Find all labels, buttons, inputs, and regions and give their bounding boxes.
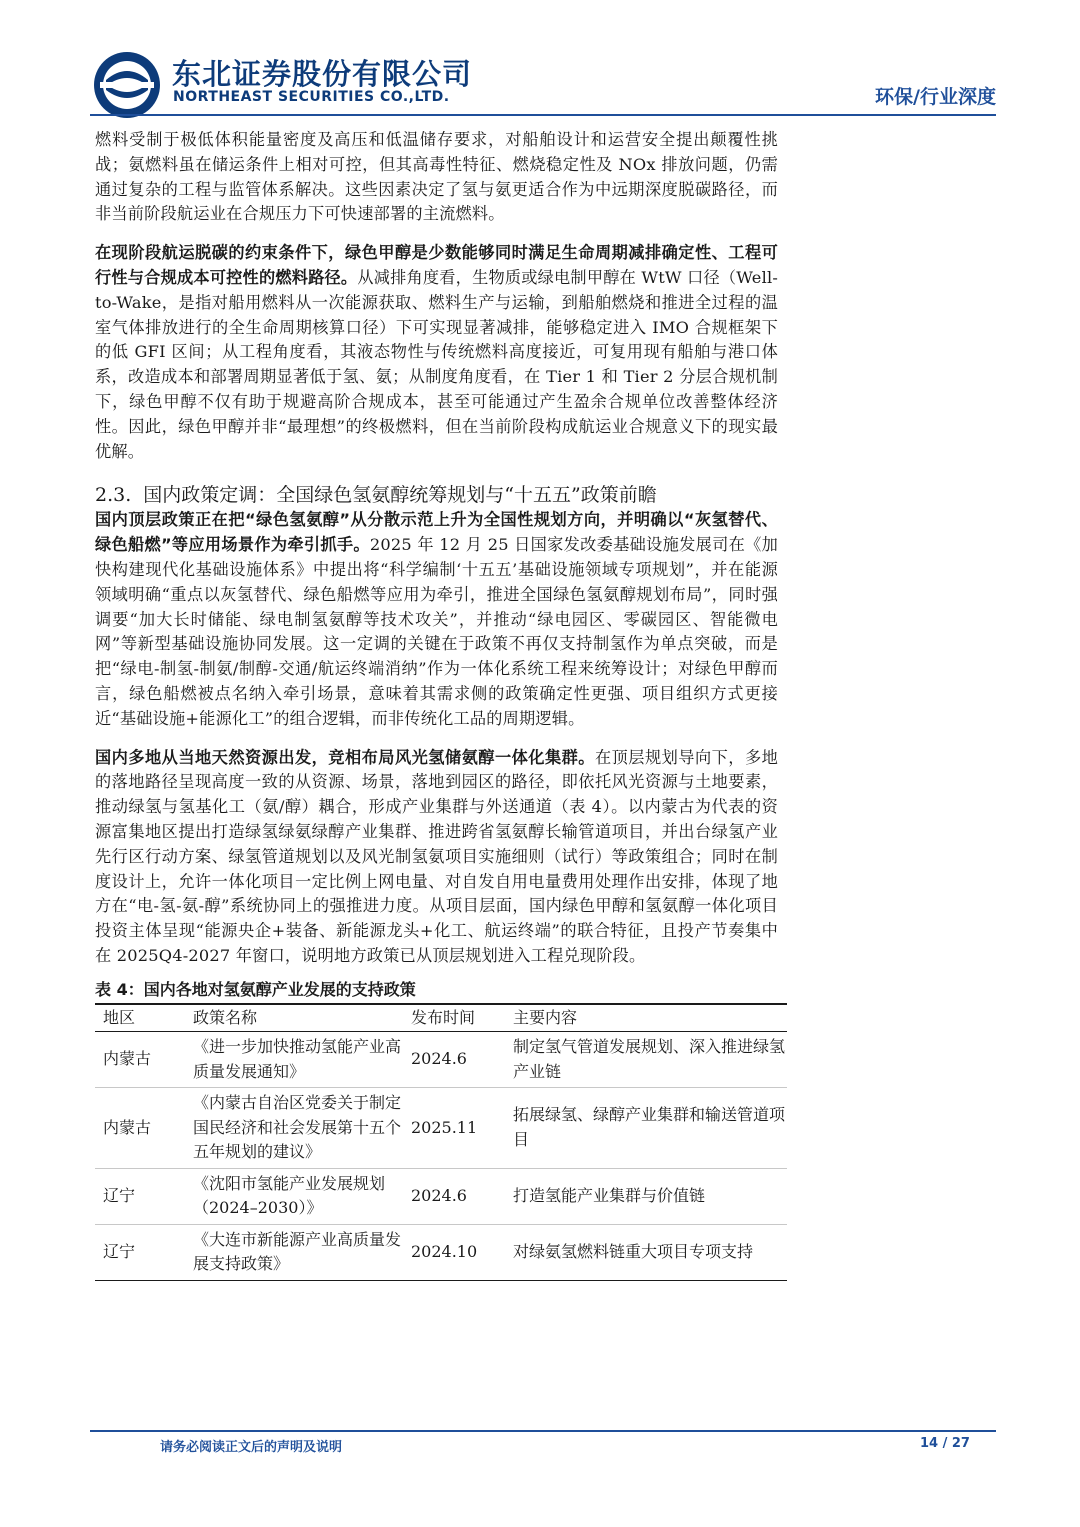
paragraph-body: 2025 年 12 月 25 日国家发改委基础设施发展司在《加快构建现代化基础设施体系》中提出将“科学编制‘十五五’基础设施领域专项规划”，并在能源领域明确“重点以灰氢替代、绿色船燃等应用为牵引，推进全国绿色氢氨醇规划布局”，同时强调要“加大长时储能、绿电制氢氨醇等技术攻关”，并推动“绿电园区、零碳园区、智能微电网”等新型基础设施协同发展。这一定调的关键在于政策不再仅支持制氢作为单点突破，而是把“绿电-制氢-制氨/制醇-交通/航运终端消纳”作为一体化系统工程来统筹设计；对绿色甲醇而言，绿色船燃被点名纳入牵引场景，意味着其需求侧的政策确定性更强、项目组织方式更接近“基础设施+能源化工”的组合逻辑，而非传统化工品的周期逻辑。 xyxy=(95,535,778,728)
table-cell-date: 2025.11 xyxy=(411,1117,478,1137)
table-title: 表 4：国内各地对氢氨醇产业发展的支持政策 xyxy=(95,979,416,999)
column-header: 政策名称 xyxy=(193,1007,258,1027)
column-header: 发布时间 xyxy=(411,1007,476,1027)
paragraph-regional-clusters xyxy=(95,746,778,969)
paragraph-lead-bold: 在现阶段航运脱碳的约束条件下，绿色甲醇是少数能够同时满足生命周期减排确定性、工程可行性与合规成本可控性的燃料路径。 xyxy=(95,243,778,287)
paragraph-fuel-constraints: 燃料受制于极低体积能量密度及高压和低温储存要求，对船舶设计和运营安全提出颠覆性挑战；氨燃料虽在储运条件上相对可控，但其高毒性特征、燃烧稳定性及 NOx 排放问题，仍需通过复杂的工程与监管体系解决。这些因素决定了氢与氨更适合作为中远期深度脱碳路径，而非当前阶段航运业在合规压力下可快速部署的主流燃料。 xyxy=(95,130,778,224)
table-cell-date: 2024.10 xyxy=(411,1241,478,1261)
table-cell-date: 2024.6 xyxy=(411,1049,467,1069)
column-header: 主要内容 xyxy=(513,1007,578,1027)
page-header xyxy=(0,0,1080,120)
table-row xyxy=(95,1168,787,1224)
table-row xyxy=(95,1088,787,1169)
paragraph-green-methanol xyxy=(95,241,778,464)
table-header-row xyxy=(95,1004,787,1032)
table-cell-region: 辽宁 xyxy=(103,1185,136,1205)
footer-divider xyxy=(90,1430,996,1432)
table-cell-content: 制定氢气管道发展规划、深入推进绿氢产业链 xyxy=(513,1037,786,1081)
table-cell-region: 内蒙古 xyxy=(103,1049,152,1069)
paragraph-national-policy xyxy=(95,508,778,731)
table-cell-content: 拓展绿氢、绿醇产业集群和输送管道项目 xyxy=(513,1105,786,1149)
main-content xyxy=(95,128,786,1281)
header-divider xyxy=(90,114,996,116)
table-cell-region: 辽宁 xyxy=(103,1241,136,1261)
company-name-en: NORTHEAST SECURITIES CO.,LTD. xyxy=(173,89,450,105)
section-title: 国内政策定调：全国绿色氢氨醇统筹规划与“十五五”政策前瞻 xyxy=(143,484,657,507)
table-cell-policy: 《大连市新能源产业高质量发展支持政策》 xyxy=(193,1229,402,1274)
table-row xyxy=(95,1032,787,1088)
table-cell-policy: 《进一步加快推动氢能产业高质量发展通知》 xyxy=(193,1037,402,1081)
table-cell-content: 打造氢能产业集群与价值链 xyxy=(513,1185,706,1205)
section-number: 2.3. xyxy=(95,484,132,507)
footer-disclaimer: 请务必阅读正文后的声明及说明 xyxy=(160,1440,343,1455)
report-category: 环保/行业深度 xyxy=(875,86,996,108)
table-cell-content: 对绿氨氢燃料链重大项目专项支持 xyxy=(513,1241,754,1261)
section-heading xyxy=(95,482,778,508)
table-cell-date: 2024.6 xyxy=(411,1185,467,1205)
table-cell-policy: 《内蒙古自治区党委关于制定国民经济和社会发展第十五个五年规划的建议》 xyxy=(193,1093,402,1162)
page-number: 14 / 27 xyxy=(920,1436,970,1451)
paragraph-lead-bold: 国内顶层政策正在把“绿色氢氨醇”从分散示范上升为全国性规划方向，并明确以“灰氢替代、绿色船燃”等应用场景作为牵引抓手。 xyxy=(95,510,778,555)
column-header: 地区 xyxy=(103,1007,136,1027)
paragraph-lead-bold: 国内多地从当地天然资源出发，竞相布局风光氢储氨醇一体化集群。 xyxy=(95,747,595,767)
company-name-cn: 东北证券股份有限公司 xyxy=(172,57,473,91)
company-logo-icon xyxy=(92,50,162,120)
table-cell-policy: 《沈阳市氢能产业发展规划（2024–2030）》 xyxy=(193,1173,386,1218)
paragraph-body: 从减排角度看，生物质或绿电制甲醇在 WtW 口径（Well-to-Wake，是指对船用燃料从一次能源获取、燃料生产与运输，到船舶燃烧和推进全过程的温室气体排放进行的全生命周期核算口径）下可实现显著减排，能够稳定进入 IMO 合规框架下的低 GFI 区间；从工程角度看，其液态物性与传统燃料高度接近，可复用现有船舶与港口体系，改造成本和部署周期显著低于氢、氨；从制度角度看，在 Tier 1 和 Tier 2 分层合规机制下，绿色甲醇不仅有助于规避高阶合规成本，甚至可能通过产生盈余合规单位改善整体经济性。因此，绿色甲醇并非“最理想”的终极燃料，但在当前阶段构成航运业合规意义下的现实最优解。 xyxy=(95,267,778,461)
table-row xyxy=(95,1224,787,1280)
policy-table xyxy=(95,1003,787,1281)
paragraph-body: 在顶层规划导向下，多地的落地路径呈现高度一致的从资源、场景，落地到园区的路径，即依托风光资源与土地要素，推动绿氢与氢基化工（氨/醇）耦合，形成产业集群与外送通道（表 4）。以内蒙古为代表的资源富集地区提出打造绿氢绿氨绿醇产业集群、推进跨省氢氨醇长输管道项目，并出台绿氢产业先行区行动方案、绿氢管道规划以及风光制氢氨项目实施细则（试行）等政策组合；同时在制度设计上，允许一体化项目一定比例上网电量、对自发自用电量费用处理作出安排，体现了地方在“电-氢-氨-醇”系统协同上的强推进力度。从项目层面，国内绿色甲醇和氢氨醇一体化项目投资主体呈现“能源央企+装备、新能源龙头+化工、航运终端”的联合特征，且投产节奏集中在 2025Q4-2027 年窗口，说明地方政策已从顶层规划进入工程兑现阶段。 xyxy=(95,747,779,965)
table-cell-region: 内蒙古 xyxy=(103,1117,152,1137)
